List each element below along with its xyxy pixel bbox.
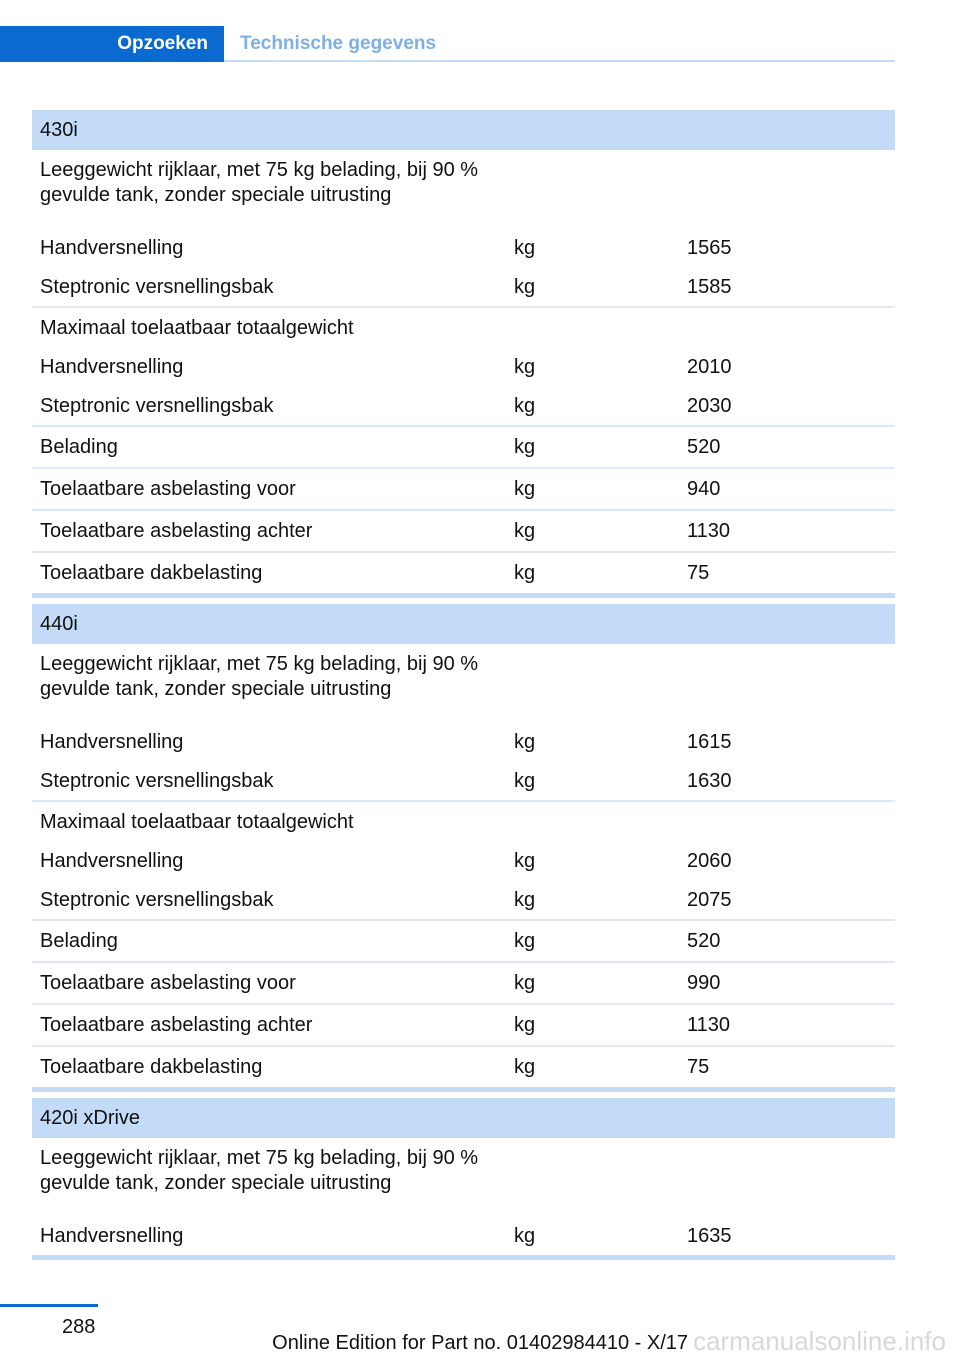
row-unit: kg bbox=[514, 276, 536, 298]
row-unit: kg bbox=[514, 850, 536, 872]
row-value: 2075 bbox=[687, 889, 732, 911]
row-unit: kg bbox=[514, 356, 536, 378]
row-label: Handversnelling bbox=[40, 850, 184, 872]
row-value: 1130 bbox=[687, 520, 731, 542]
row-label: Handversnelling bbox=[40, 1225, 184, 1247]
page-number-bar bbox=[0, 1304, 98, 1307]
row-unit: kg bbox=[514, 436, 536, 458]
row-label: Belading bbox=[40, 930, 118, 952]
row-unit: kg bbox=[514, 562, 536, 584]
row-label: Maximaal toelaatbaar totaalgewicht bbox=[40, 811, 354, 833]
table-end-rule bbox=[32, 1087, 895, 1092]
table-row bbox=[32, 963, 895, 1003]
row-label: Toelaatbare asbelasting voor bbox=[40, 972, 296, 994]
edition-footer: Online Edition for Part no. 01402984410 - X/17 bbox=[272, 1332, 688, 1354]
row-label: Toelaatbare dakbelasting bbox=[40, 562, 263, 584]
row-value: 75 bbox=[687, 562, 710, 584]
table-row bbox=[32, 722, 895, 761]
row-value: 990 bbox=[687, 972, 721, 994]
section-title: 430i bbox=[32, 110, 895, 150]
row-value: 940 bbox=[687, 478, 721, 500]
table-row bbox=[32, 267, 895, 306]
page-number: 288 bbox=[62, 1316, 96, 1338]
row-label: Belading bbox=[40, 436, 118, 458]
table-row bbox=[32, 386, 895, 425]
table-end-rule bbox=[32, 593, 895, 598]
tab-technische-gegevens[interactable]: Technische gegevens bbox=[240, 33, 437, 54]
section-title: 440i bbox=[32, 604, 895, 644]
table-row bbox=[32, 511, 895, 551]
row-unit: kg bbox=[514, 1225, 536, 1247]
table-row bbox=[32, 841, 895, 880]
row-value: 2060 bbox=[687, 850, 732, 872]
row-value: 1630 bbox=[687, 770, 732, 792]
tab-opzoeken[interactable]: Opzoeken bbox=[0, 26, 224, 62]
row-label: Toelaatbare asbelasting achter bbox=[40, 520, 313, 542]
table-row bbox=[32, 921, 895, 961]
row-value: 1615 bbox=[687, 731, 732, 753]
table-row bbox=[32, 802, 895, 841]
row-unit: kg bbox=[514, 478, 536, 500]
row-value: 1635 bbox=[687, 1225, 732, 1247]
row-label: Handversnelling bbox=[40, 237, 184, 259]
row-unit: kg bbox=[514, 237, 536, 259]
spec-table-430i bbox=[32, 110, 895, 598]
row-label: Handversnelling bbox=[40, 731, 184, 753]
table-row bbox=[32, 644, 895, 722]
row-value: 520 bbox=[687, 436, 721, 458]
table-row bbox=[32, 228, 895, 267]
row-value: 1130 bbox=[687, 1014, 731, 1036]
table-row bbox=[32, 150, 895, 228]
row-label: Leeggewicht rijklaar, met 75 kg belading, bij 90 % gevulde tank, zonder speciale uitrusting bbox=[40, 1147, 479, 1194]
table-row bbox=[32, 1005, 895, 1045]
spec-table-420i-xdrive bbox=[32, 1098, 895, 1260]
row-unit: kg bbox=[514, 1014, 536, 1036]
row-label: Steptronic versnellingsbak bbox=[40, 395, 274, 417]
row-label: Steptronic versnellingsbak bbox=[40, 770, 274, 792]
row-value: 2030 bbox=[687, 395, 732, 417]
table-row bbox=[32, 347, 895, 386]
row-unit: kg bbox=[514, 731, 536, 753]
row-unit: kg bbox=[514, 520, 536, 542]
table-row bbox=[32, 1138, 895, 1216]
table-row bbox=[32, 553, 895, 593]
row-unit: kg bbox=[514, 972, 536, 994]
row-label: Toelaatbare asbelasting voor bbox=[40, 478, 296, 500]
tab-bar bbox=[0, 26, 895, 62]
row-label: Steptronic versnellingsbak bbox=[40, 276, 274, 298]
row-label: Toelaatbare dakbelasting bbox=[40, 1056, 263, 1078]
table-row bbox=[32, 1216, 895, 1255]
row-label: Steptronic versnellingsbak bbox=[40, 889, 274, 911]
table-row bbox=[32, 1047, 895, 1087]
table-row bbox=[32, 427, 895, 467]
table-row bbox=[32, 469, 895, 509]
section-title: 420i xDrive bbox=[32, 1098, 895, 1138]
table-row bbox=[32, 308, 895, 347]
row-value: 520 bbox=[687, 930, 721, 952]
row-label: Leeggewicht rijklaar, met 75 kg belading, bij 90 % gevulde tank, zonder speciale uitrusting bbox=[40, 653, 479, 700]
row-label: Handversnelling bbox=[40, 356, 184, 378]
row-value: 1565 bbox=[687, 237, 732, 259]
row-value: 2010 bbox=[687, 356, 732, 378]
row-unit: kg bbox=[514, 770, 536, 792]
watermark: carmanualsonline.info bbox=[693, 1326, 946, 1356]
row-unit: kg bbox=[514, 1056, 536, 1078]
table-row bbox=[32, 880, 895, 919]
row-unit: kg bbox=[514, 889, 536, 911]
row-label: Leeggewicht rijklaar, met 75 kg belading, bij 90 % gevulde tank, zonder speciale uitrusting bbox=[40, 159, 479, 206]
row-unit: kg bbox=[514, 395, 536, 417]
row-value: 75 bbox=[687, 1056, 710, 1078]
tab-underline bbox=[224, 60, 895, 62]
row-label: Toelaatbare asbelasting achter bbox=[40, 1014, 313, 1036]
table-row bbox=[32, 761, 895, 800]
row-unit: kg bbox=[514, 930, 536, 952]
spec-table-440i bbox=[32, 604, 895, 1092]
row-label: Maximaal toelaatbaar totaalgewicht bbox=[40, 317, 354, 339]
row-value: 1585 bbox=[687, 276, 732, 298]
